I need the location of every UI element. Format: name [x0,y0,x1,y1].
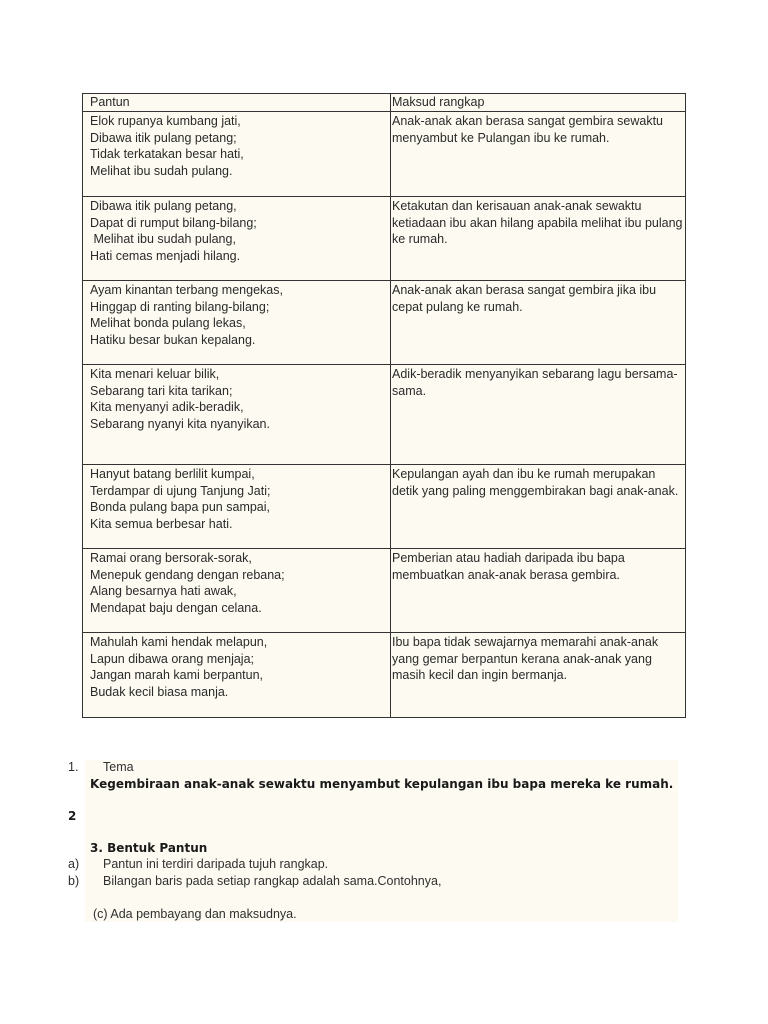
pantun-line: Terdampar di ujung Tanjung Jati; [90,483,271,498]
table-row [83,633,686,718]
maksud-text: Adik-beradik menyanyikan sebarang lagu bersama-sama. [392,367,678,398]
maksud-cell [391,281,686,365]
item-1-number: 1. [68,760,79,774]
point-a-marker: a) [68,857,80,871]
item-2-number: 2 [68,809,77,823]
point-b-marker: b) [68,874,80,888]
maksud-text: Ketakutan dan kerisauan anak-anak sewaktu ketiadaan ibu akan hilang apabila melihat ibu pulang ke rumah. [392,199,683,247]
pantun-line: Kita menyanyi adik-beradik, [90,400,244,415]
bentuk-pantun-heading: 3. Bentuk Pantun [90,841,208,855]
pantun-cell [83,365,391,465]
pantun-line: Ramai orang bersorak-sorak, [90,551,252,565]
table-row [83,281,686,365]
point-b-text: Bilangan baris pada setiap rangkap adalah sama.Contohnya, [103,874,442,888]
pantun-cell [83,633,391,718]
maksud-text: Ibu bapa tidak sewajarnya memarahi anak-anak yang gemar berpantun kerana anak-anak yang masih kecil dan ingin bermanja. [392,635,659,683]
pantun-line: Kita menari keluar bilik, [90,367,220,381]
pantun-cell [83,281,391,365]
pantun-cell [83,197,391,281]
table-header-row [83,94,686,112]
maksud-cell [391,365,686,465]
pantun-line: Mahulah kami hendak melapun, [90,635,268,649]
pantun-line: Hatiku besar bukan kepalang. [90,332,256,347]
maksud-cell [391,633,686,718]
table-row [83,365,686,465]
table-row [83,465,686,549]
pantun-cell [83,465,391,549]
pantun-line: Budak kecil biasa manja. [90,684,229,699]
maksud-cell [391,465,686,549]
pantun-line: Ayam kinantan terbang mengekas, [90,283,283,297]
pantun-line: Alang besarnya hati awak, [90,584,237,599]
pantun-line: Kita semua berbesar hati. [90,516,233,531]
table-row [83,112,686,197]
pantun-line: Dibawa itik pulang petang, [90,199,237,213]
pantun-line: Bonda pulang bapa pun sampai, [90,500,271,515]
pantun-line: Hinggap di ranting bilang-bilang; [90,299,270,314]
tema-text: Kegembiraan anak-anak sewaktu menyambut kepulangan ibu bapa mereka ke rumah. [90,777,674,791]
table-row [83,549,686,633]
header-pantun: Pantun [83,94,391,112]
pantun-line: Menepuk gendang dengan rebana; [90,567,285,582]
pantun-line: Melihat ibu sudah pulang. [90,163,233,178]
pantun-line: Elok rupanya kumbang jati, [90,114,241,128]
maksud-cell [391,549,686,633]
item-1-label: Tema [103,760,134,774]
table-row [83,197,686,281]
pantun-line: Dapat di rumput bilang-bilang; [90,215,257,230]
pantun-line: Hati cemas menjadi hilang. [90,248,241,263]
pantun-line: Melihat bonda pulang lekas, [90,316,246,331]
pantun-table [82,93,686,718]
pantun-cell [83,549,391,633]
point-c-text: (c) Ada pembayang dan maksudnya. [93,907,297,921]
pantun-cell [83,112,391,197]
pantun-line: Dibawa itik pulang petang; [90,130,237,145]
maksud-text: Pemberian atau hadiah daripada ibu bapa membuatkan anak-anak berasa gembira. [392,551,625,582]
header-maksud-rangkap: Maksud rangkap [391,94,686,112]
pantun-line: Melihat ibu sudah pulang, [90,232,236,247]
point-a-text: Pantun ini terdiri daripada tujuh rangkap. [103,857,329,871]
pantun-line: Sebarang tari kita tarikan; [90,383,233,398]
pantun-line: Lapun dibawa orang menjaja; [90,651,255,666]
maksud-cell [391,112,686,197]
pantun-line: Sebarang nyanyi kita nyanyikan. [90,416,270,431]
pantun-line: Jangan marah kami berpantun, [90,668,264,683]
maksud-text: Anak-anak akan berasa sangat gembira jika ibu cepat pulang ke rumah. [392,283,657,314]
maksud-text: Anak-anak akan berasa sangat gembira sewaktu menyambut ke Pulangan ibu ke rumah. [392,114,663,145]
maksud-cell [391,197,686,281]
pantun-line: Tidak terkatakan besar hati, [90,147,244,162]
pantun-line: Mendapat baju dengan celana. [90,600,262,615]
pantun-line: Hanyut batang berlilit kumpai, [90,467,255,481]
maksud-text: Kepulangan ayah dan ibu ke rumah merupakan detik yang paling menggembirakan bagi anak-anak. [392,467,679,498]
